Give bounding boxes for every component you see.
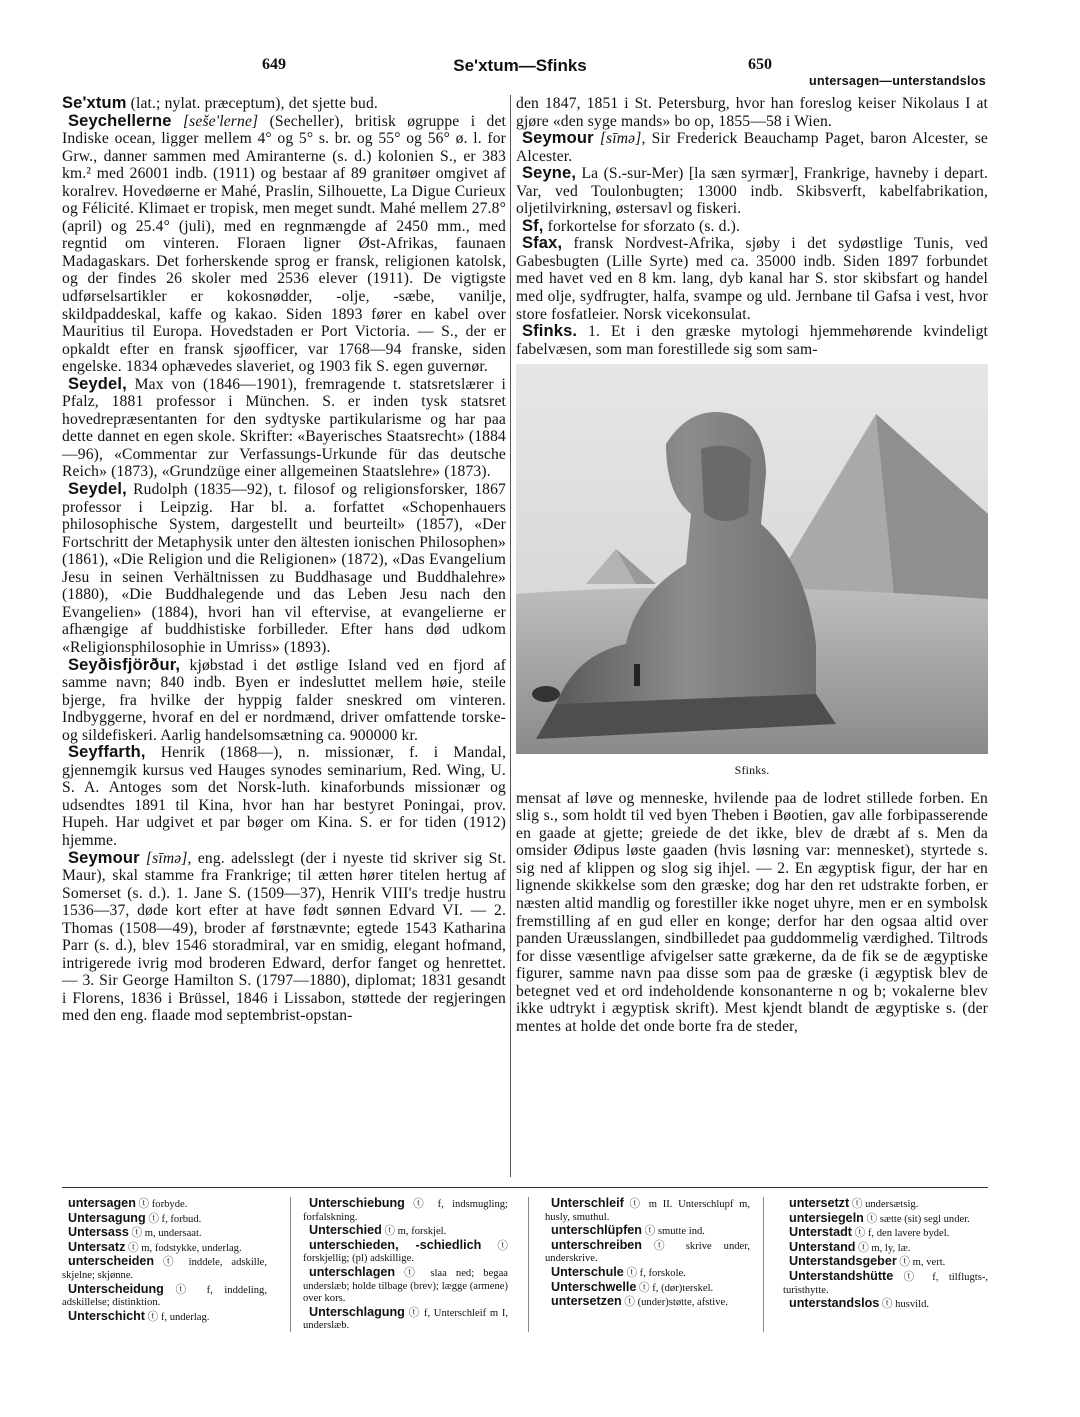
footer-rule xyxy=(62,1187,988,1188)
dictionary-entry xyxy=(516,218,988,236)
glossary-definition: ⓣ m, undersaat. xyxy=(128,1228,202,1240)
entry-headword: Seyðisfjörður, xyxy=(68,655,181,674)
glossary-definition: ⓣ f, forbud. xyxy=(145,1213,202,1225)
glossary-entry xyxy=(783,1241,988,1256)
entry-text: kjøbstad i det østlige Island ved en fjord af samme navn; 840 indb. Byen er indesluttet mellem høie, steile bjerge, fra hvilke der hyppig falder sneskred om vinteren. Indbyggerne, hvoraf en del er nordmænd, driver omfattende torske- og sildefiskeri. Aarlig handelsomsætning ca. 900000 kr. xyxy=(62,656,506,744)
entry-pronunciation: [seše'lerne] xyxy=(171,112,259,130)
footer-column-3 xyxy=(545,1197,750,1310)
glossary-entry xyxy=(62,1310,267,1325)
dictionary-entry xyxy=(62,113,506,376)
footer-divider xyxy=(528,1197,529,1332)
figure-caption: Sfinks. xyxy=(734,763,770,778)
entry-text: forkortelse for sforzato (s. d.). xyxy=(543,217,741,235)
entry-headword: Sfax, xyxy=(522,234,563,253)
glossary-definition: ⓣ (under)støtte, afstive. xyxy=(621,1297,728,1309)
glossary-entry xyxy=(303,1197,508,1224)
glossary-headword: Unterstandsgeber xyxy=(789,1254,897,1269)
dictionary-entry xyxy=(62,744,506,849)
right-entries-bottom xyxy=(516,790,988,1036)
glossary-headword: untersetzen xyxy=(551,1294,622,1309)
glossary-headword: Unterstandshütte xyxy=(789,1268,894,1283)
glossary-headword: Untersatz xyxy=(68,1239,126,1254)
footer-column-1 xyxy=(62,1197,267,1324)
glossary-entry xyxy=(783,1255,988,1270)
glossary-definition: ⓣ m, ly, læ. xyxy=(855,1242,911,1254)
glossary-headword: unterstandslos xyxy=(789,1296,880,1311)
glossary-entry xyxy=(62,1283,267,1310)
glossary-entry xyxy=(303,1224,508,1239)
entry-pronunciation: [sīmə], xyxy=(593,130,646,148)
glossary-definition: ⓣ slaa ned; begaa underslæb; holde tilbage (brev); lægge (armene) over kors. xyxy=(303,1267,508,1305)
dictionary-entry xyxy=(516,790,988,1036)
entry-headword: Se'xtum xyxy=(62,94,127,112)
entry-headword: Seymour xyxy=(522,129,594,148)
glossary-entry xyxy=(783,1212,988,1227)
entry-text: (Secheller), britisk øgruppe i det Indiske ocean, ligger mellem 4° og 5° s. br. og 55° og 56° ø. l. for Grw., danner sammen med Amiranterne (s. d.) kolonien S., er 383 km.² med 26001 indb. (1911) og bestaar af 89 granitøer omgivet af koralrev. Hovedøerne er Mahé, Praslin, Silhouette, La Digue Curieux og Félicité. Klimaet er tropisk, men meget sundt. Mahé mellem 27.8° (april) og 25.4° (juli), med en regnmængde af 2450 mm., med regntid om vinteren. Floraen ligner Øst-Afrikas, faunaen Madagaskars. Det forherskende sprog er fransk, religionen katolsk, og der findes 26 skoler med 2536 elever (1911). De vigtigste udførselsartikler er kokosnødder, -olje, -sæbe, vanilje, skildpaddeskal, kaffe og kakao. Siden 1893 fører en kabel over Mauritius til Europa. Hovedstaden er Port Victoria. — S., der er opkaldt efter en fransk sjøofficer, var 1768—94 franske, siden engelske. 1834 ophævedes slaveriet, og 1903 fik S. egen guvernør. xyxy=(62,112,507,376)
sphinx-photo xyxy=(516,364,988,754)
dictionary-entry xyxy=(62,850,506,1025)
glossary-entry xyxy=(545,1266,750,1281)
glossary-headword: Untersagung xyxy=(68,1210,146,1225)
glossary-entry xyxy=(545,1197,750,1224)
running-head: untersagen—unterstandslos xyxy=(809,74,986,88)
glossary-entry xyxy=(62,1241,267,1256)
glossary-definition: ⓣ husvild. xyxy=(879,1299,930,1311)
glossary-entry xyxy=(545,1224,750,1239)
entry-text: 1. Et i den græske mytologi hjemmehørende kvindeligt fabelvæsen, som man forestillede sig som sam- xyxy=(516,323,988,358)
dictionary-entry xyxy=(516,95,988,130)
dictionary-entry xyxy=(62,481,506,656)
entry-text: (lat.; nylat. præceptum), det sjette bud. xyxy=(126,95,378,112)
glossary-headword: Unterschicht xyxy=(68,1308,145,1323)
entry-headword: Seymour xyxy=(68,848,140,867)
glossary-definition: ⓣ forbyde. xyxy=(135,1199,188,1210)
page-number-left: 649 xyxy=(262,56,286,73)
page-title: Se'xtum—Sfinks xyxy=(453,56,587,75)
glossary-entry xyxy=(783,1297,988,1312)
footer-divider xyxy=(763,1197,764,1332)
glossary-headword: Unterschule xyxy=(551,1264,624,1279)
glossary-entry xyxy=(303,1266,508,1306)
glossary-definition: ⓣ m, forskjel. xyxy=(381,1226,447,1238)
dictionary-entry xyxy=(516,130,988,165)
glossary-entry xyxy=(62,1197,267,1212)
entry-text: Henrik (1868—), n. missionær, f. i Mandal, gjennemgik kursus ved Hauges synodes seminarium, Red. Wing, U. S. A. Antoges som det Norsk-luth. kinaforbunds missionær og udsendtes 1891 til Kina, hvor han har bestyret Poningai, prov. Hupeh. Har udgivet et par bøger om Kina. S. er for tiden (1912) hjemme. xyxy=(62,744,506,849)
glossary-entry xyxy=(783,1226,988,1241)
entry-headword: Sfinks. xyxy=(522,322,578,341)
dictionary-entry xyxy=(62,657,506,745)
entry-headword: Seychellerne xyxy=(68,111,172,130)
glossary-definition: ⓣ f, underlag. xyxy=(144,1311,210,1323)
glossary-definition: ⓣ f, (dør)terskel. xyxy=(636,1282,714,1294)
glossary-headword: Unterschlagung xyxy=(309,1304,405,1319)
entry-text: Sir Frederick Beauchamp Paget, baron Alcester, se Alcester. xyxy=(516,130,988,165)
glossary-entry xyxy=(303,1306,508,1333)
glossary-headword: Unterschwelle xyxy=(551,1279,637,1294)
footer-column-2 xyxy=(303,1197,508,1333)
glossary-headword: Unterstand xyxy=(789,1239,856,1254)
glossary-entry xyxy=(62,1255,267,1282)
glossary-definition: ⓣ f, den lavere bydel. xyxy=(851,1228,950,1240)
entry-text: eng. adelsslegt (der i nyeste tid skriver sig St. Maur), skal stamme fra Frankrige; til ætten hører titelen hertug af Somerset (s. d.). 1. Jane S. (1509—37), Henrik VIII's tredje hustru 1536—37, døde kort efter at have født sønnen Edvard VI. — 2. Thomas (1508—49), broder af førstnævnte; egtede 1543 Katharina Parr (s. d.), blev 1546 storadmiral, var en smidig, elegant hofmand, intrigerede ivrig mod broderen Edward, derfor fanget og henrettet. — 3. Sir George Hamilton S. (1797—1880), diplomat; 1831 gesandt i Florens, 1836 i Brüssel, 1846 i Lissabon, støttede der regjeringen med den eng. flaade mod septembrist-opstan- xyxy=(62,849,506,1025)
entry-text: Rudolph (1835—92), t. filosof og religionsforsker, 1867 professor i Leipzig. Har bl. a. forfattet «Schopenhauers philosophische System, dargestellt und beurteilt» (1857), «Der Fortschritt der Metaphysik unter den ältesten ionischen Philosophen» (1861), «Die Religion und die Religionen» (1872), «Das Evangelium Jesu in seinen Verhältnissen zu Buddhasage und Buddhalehre» (1880), «Die Buddhalegende und das Leben Jesu nach den Evangelien» (1884), hvori han vil eftervise, at evangelierne er afhængige af buddhistiske forbilleder. Efter hans død udkom «Religionsphilosophie in Umriss» (1893). xyxy=(62,481,506,656)
glossary-headword: Untersass xyxy=(68,1225,129,1240)
page-number-right: 650 xyxy=(748,56,772,73)
entry-text: La (S.-sur-Mer) [la sæn syrmær], Frankrige, havneby i depart. Var, ved Toulonbugten; 13000 indb. Skibsverft, kabelfabrikation, oljetilvirkning, østersavl og fiskeri. xyxy=(516,165,988,218)
glossary-definition: ⓣ m II. Unterschlupf m, husly, smuthul. xyxy=(545,1199,750,1223)
glossary-definition: ⓣ skrive under, underskrive. xyxy=(545,1240,750,1265)
glossary-definition: ⓣ f, forskole. xyxy=(623,1267,686,1279)
glossary-entry xyxy=(545,1281,750,1296)
dictionary-entry xyxy=(62,95,506,113)
entry-headword: Sf, xyxy=(522,216,544,235)
glossary-headword: untersagen xyxy=(68,1196,136,1210)
glossary-headword: untersiegeln xyxy=(789,1210,864,1225)
glossary-definition: ⓣ undersætsig. xyxy=(849,1199,919,1210)
glossary-headword: unterscheiden xyxy=(68,1254,155,1269)
glossary-entry xyxy=(545,1239,750,1266)
glossary-headword: unterschieden, -schiedlich xyxy=(309,1237,482,1252)
glossary-headword: Unterstadt xyxy=(789,1225,852,1240)
glossary-entry xyxy=(783,1197,988,1212)
entry-text: mensat af løve og menneske, hvilende paa de lodret stillede forben. En slig s., som holdt til ved byen Theben i Bøotien, gav alle forbipasserende en gaade at gjette; greiede de det ikke, blev de dræbt af s. Men da omsider Ødipus løste gaaden (hvis løsning var: mennesket), styrtede s. sig ned af klippen og slog sig ihjel. — 2. En ægyptisk figur, der har en lignende skikkelse som den græske; dog har den ret udstrakte forben, er næsten altid mandlig og forestiller ikke noget uhyre, men er en symbolsk fremstilling af en gud eller en konge; derfor har den ogsaa altid over panden Uræusslangen, sindbilledet paa guddommelig værdighed. Tiltrods for disse væsentlige afvigelser satte grækerne, da de fik se de ægyptiske figurer, samme navn paa disse som paa de græske (i ægyptisk blev de betegnet ved et ord indeholdende konsonanterne n og b; vokalerne blev ikke udtrykt i ægyptisk skrift). Mest kjendt blandt de ægyptiske s. (der mentes at holde det onde borte fra de steder, xyxy=(516,789,988,1035)
dictionary-entry xyxy=(516,235,988,323)
glossary-definition: ⓣ inddele, adskille, skjelne; skjønne. xyxy=(62,1257,267,1281)
glossary-entry xyxy=(545,1295,750,1310)
entry-text: den 1847, 1851 i St. Petersburg, hvor han foreslog keiser Nikolaus I at gjøre «den syge mands» bo op, 1855—58 i Wien. xyxy=(516,95,988,130)
glossary-headword: Unterschied xyxy=(309,1223,382,1238)
entry-pronunciation: [sīmə], xyxy=(139,849,192,867)
glossary-definition: ⓣ smutte ind. xyxy=(641,1226,705,1238)
dictionary-entry xyxy=(516,323,988,358)
glossary-definition: ⓣ sætte (sit) segl under. xyxy=(863,1213,970,1225)
glossary-entry xyxy=(62,1212,267,1227)
footer-divider xyxy=(290,1197,291,1332)
glossary-entry xyxy=(783,1270,988,1297)
glossary-definition: ⓣ f, tilflugts-, turisthytte. xyxy=(783,1271,988,1296)
left-column xyxy=(62,95,506,1025)
right-entries-top xyxy=(516,95,988,358)
sphinx-figure xyxy=(516,364,988,780)
entry-headword: Seydel, xyxy=(68,374,127,393)
glossary-definition: ⓣ forskjellig; (pl) adskillige. xyxy=(303,1240,508,1265)
glossary-headword: untersetzt xyxy=(789,1196,850,1210)
glossary-headword: unterschlüpfen xyxy=(551,1223,642,1238)
entry-headword: Seyne, xyxy=(522,164,577,183)
column-divider xyxy=(510,95,511,1177)
entry-text: Max von (1846—1901), fremragende t. statsretslærer i Pfalz, 1881 professor i München. S. er inden tysk statsret hovedrepræsentanten for den sydtyske partikularisme og har paa dette dannet en egen skole. Skrifter: «Bayerisches Staatsrecht» (1884—96), «Commentar zur Verfassungs-Urkunde für das deutsche Reich» (1873), «Grundzüge einer allgemeinen Staatslehre» (1873). xyxy=(62,375,506,481)
glossary-headword: unterschlagen xyxy=(309,1264,396,1279)
glossary-definition: ⓣ m, fodstykke, underlag. xyxy=(125,1242,242,1254)
glossary-definition: ⓣ f, indsmugling; forfalskning. xyxy=(303,1199,508,1223)
glossary-definition: ⓣ f, Unterschleif m I, underslæb. xyxy=(303,1307,508,1332)
entry-headword: Seyffarth, xyxy=(68,743,146,762)
glossary-definition: ⓣ f, inddeling, adskillelse; distinktion. xyxy=(62,1284,267,1309)
entry-text: fransk Nordvest-Afrika, sjøby i det sydøstlige Tunis, ved Gabesbugten (Lille Syrte) med ca. 35000 indb. Siden 1897 forbundet med havet ved en 8 km. lang, dyb kanal har S. stor skibsfart og handel med olje, sydfrugter, halfa, svampe og uld. Jernbane til Gafsa i vest, hvor store fosfatleier. Norsk vicekonsulat. xyxy=(516,235,988,323)
glossary-headword: Unterschleif xyxy=(551,1196,624,1210)
footer-column-4 xyxy=(783,1197,988,1312)
glossary-entry xyxy=(303,1239,508,1266)
glossary-headword: Unterscheidung xyxy=(68,1281,164,1296)
glossary-headword: Unterschiebung xyxy=(309,1196,405,1210)
dictionary-entry xyxy=(516,165,988,218)
dictionary-entry xyxy=(62,376,506,481)
right-column xyxy=(516,95,988,1035)
glossary-definition: ⓣ m, vert. xyxy=(896,1257,946,1269)
glossary-entry xyxy=(62,1226,267,1241)
glossary-headword: unterschreiben xyxy=(551,1237,642,1252)
entry-headword: Seydel, xyxy=(68,480,127,499)
